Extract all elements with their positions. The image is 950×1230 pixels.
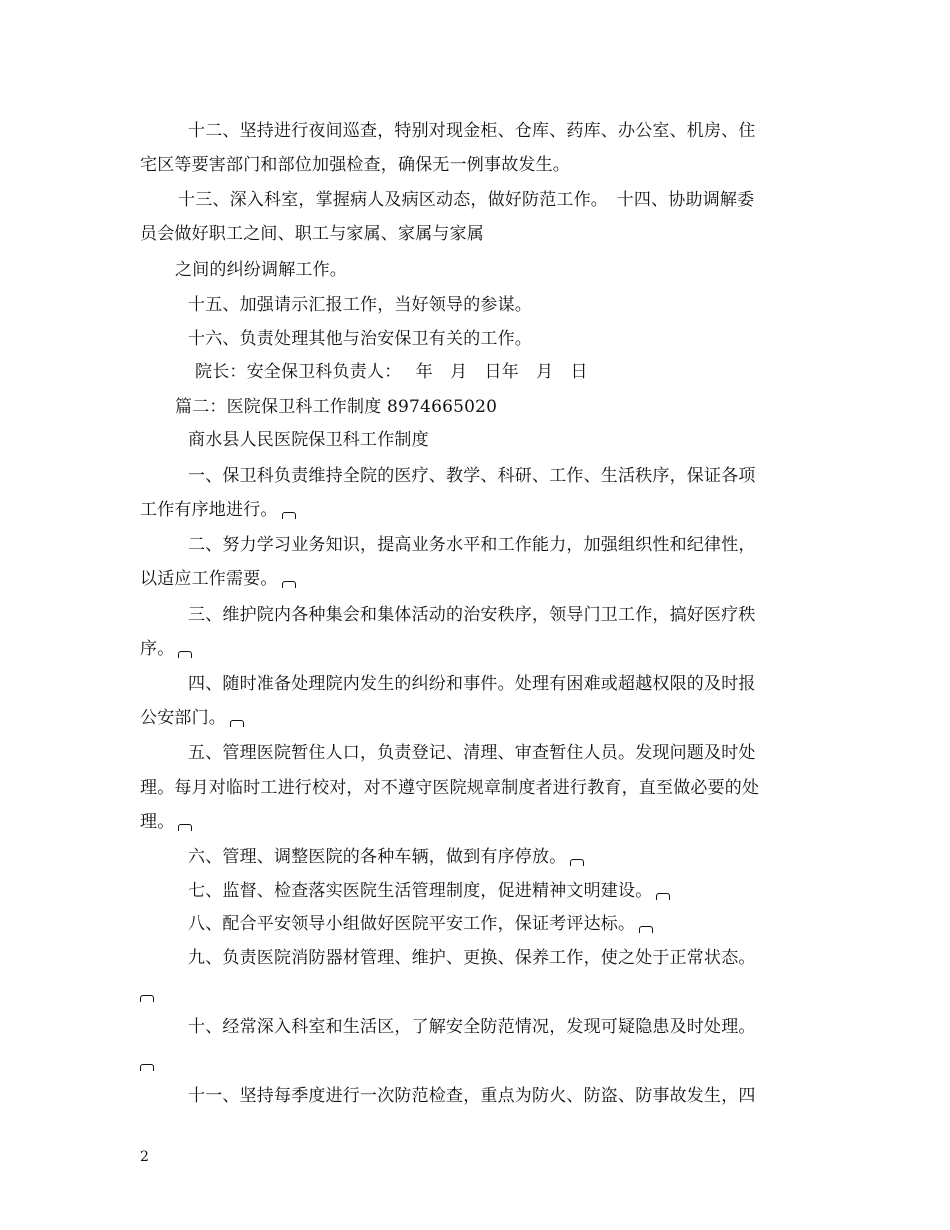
text-line: 理。	[140, 811, 820, 833]
text-line: 员会做好职工之间、职工与家属、家属与家属	[140, 224, 484, 244]
text-line: 六、管理、调整医院的各种车辆，做到有序停放。	[140, 846, 868, 868]
document-title: 商水县人民医院保卫科工作制度	[188, 430, 429, 450]
text-line: 工作有序地进行。	[140, 499, 820, 521]
text-line: 院长：安全保卫科负责人： 年 月 日年 月 日	[195, 362, 588, 382]
text-line: 理。每月对临时工进行校对，对不遵守医院规章制度者进行教育，直至做必要的处	[140, 778, 760, 798]
paragraph-mark-icon	[178, 651, 192, 658]
paragraph-mark-icon	[282, 581, 296, 588]
text-line: 三、维护院内各种集会和集体活动的治安秩序，领导门卫工作，搞好医疗秩	[188, 605, 756, 625]
paragraph-mark-icon	[140, 1064, 154, 1071]
text-line: 五、管理医院暂住人口，负责登记、清理、审查暂住人员。发现问题及时处	[188, 743, 756, 763]
text-line: 十二、坚持进行夜间巡查，特别对现金柜、仓库、药库、办公室、机房、住	[188, 121, 756, 141]
section-heading: 篇二：医院保卫科工作制度 8974665020	[175, 397, 498, 417]
text-line: 十三、深入科室，掌握病人及病区动态，做好防范工作。 十四、协助调解委	[178, 190, 755, 210]
paragraph-mark-icon	[230, 720, 244, 727]
paragraph-mark-icon	[140, 995, 154, 1002]
text-line: 以适应工作需要。	[140, 568, 820, 590]
paragraph-mark-icon	[656, 893, 670, 900]
page-number: 2	[140, 1149, 149, 1165]
text-line: 七、监督、检查落实医院生活管理制度，促进精神文明建设。	[140, 880, 868, 902]
text-line: 一、保卫科负责维持全院的医疗、教学、科研、工作、生活秩序，保证各项	[188, 466, 756, 486]
text-line	[140, 982, 820, 1004]
text-line: 十一、坚持每季度进行一次防范检查，重点为防火、防盗、防事故发生，四	[188, 1086, 756, 1106]
text-line: 十五、加强请示汇报工作，当好领导的参谋。	[188, 295, 532, 315]
text-line: 十、经常深入科室和生活区，了解安全防范情况，发现可疑隐患及时处理。	[188, 1017, 756, 1037]
text-line: 八、配合平安领导小组做好医院平安工作，保证考评达标。	[140, 913, 868, 935]
text-line: 序。	[140, 638, 820, 660]
text-line	[140, 1051, 820, 1073]
text-line: 十六、负责处理其他与治安保卫有关的工作。	[188, 329, 532, 349]
text-line: 宅区等要害部门和部位加强检查，确保无一例事故发生。	[140, 155, 570, 175]
paragraph-mark-icon	[178, 824, 192, 831]
text-line: 二、努力学习业务知识，提高业务水平和工作能力，加强组织性和纪律性，	[188, 535, 756, 555]
text-line: 之间的纠纷调解工作。	[175, 260, 347, 280]
text-line: 公安部门。	[140, 707, 820, 729]
paragraph-mark-icon	[639, 926, 653, 933]
text-line: 九、负责医院消防器材管理、维护、更换、保养工作，使之处于正常状态。	[188, 948, 756, 968]
paragraph-mark-icon	[282, 512, 296, 519]
paragraph-mark-icon	[570, 859, 584, 866]
text-line: 四、随时准备处理院内发生的纠纷和事件。处理有困难或超越权限的及时报	[188, 674, 756, 694]
